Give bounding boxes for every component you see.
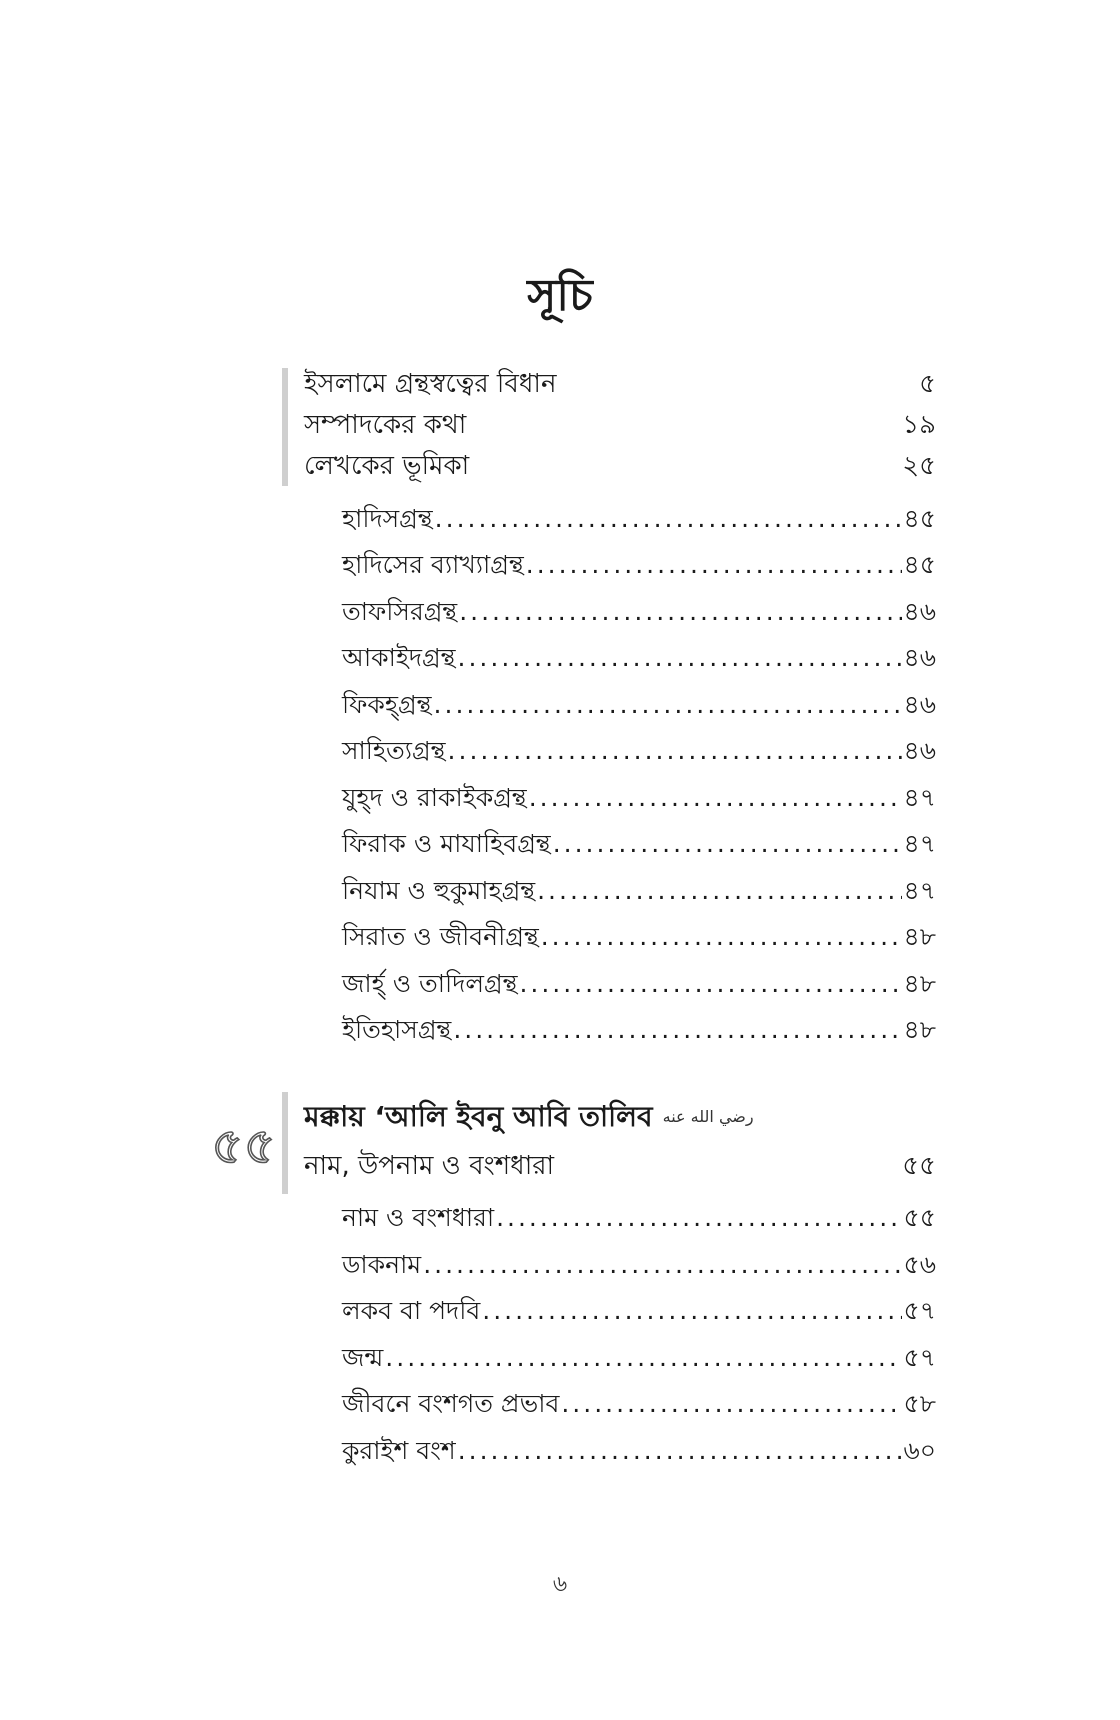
toc-sub-entry[interactable] [342, 1245, 936, 1285]
page-title: সূচি [527, 270, 593, 321]
toc-sub-entry[interactable] [342, 1010, 936, 1050]
entry-label: লেখকের ভূমিকা [304, 451, 470, 481]
toc-main-entry[interactable] [304, 364, 936, 404]
dot-leader [537, 871, 901, 911]
dot-leader [385, 1338, 901, 1378]
entry-label: ফিকহ্গ্রন্থ [342, 690, 432, 719]
entry-page: ৫৭ [903, 1343, 936, 1372]
entry-page: ৫৫ [903, 1203, 936, 1232]
toc-sub-entry[interactable] [342, 638, 936, 678]
entry-page: ৪৭ [903, 829, 936, 858]
entry-label: যুহ্দ ও রাকাইকগ্রন্থ [342, 783, 527, 812]
toc-sub-entry[interactable] [342, 1431, 936, 1471]
entry-page: ৪৬ [903, 597, 936, 626]
toc-sub-entry[interactable] [342, 592, 936, 632]
entry-page: ৪৮ [903, 922, 936, 951]
dot-leader [561, 1384, 901, 1424]
entry-page: ৪৫ [903, 550, 936, 579]
entry-label: ইসলামে গ্রন্থস্বত্বের বিধান [304, 369, 557, 399]
entry-page: ৪৮ [903, 969, 936, 998]
entry-page: ২৫ [902, 451, 936, 481]
entry-label: নাম, উপনাম ও বংশধারা [304, 1151, 555, 1181]
page-number: ৬ [552, 1572, 568, 1597]
dot-leader [553, 824, 902, 864]
entry-label: কুরাইশ বংশ [342, 1436, 456, 1465]
entry-label: ইতিহাসগ্রন্থ [342, 1015, 452, 1044]
entry-page: ৫৫ [902, 1151, 936, 1181]
chapter-number: ৫৫ [211, 1117, 276, 1175]
entry-page: ৪৭ [903, 783, 936, 812]
section-bar [282, 1092, 288, 1194]
toc-main-entry[interactable] [304, 1146, 936, 1186]
toc-sub-entry[interactable] [342, 545, 936, 585]
entry-label: নাম ও বংশধারা [342, 1203, 495, 1232]
entry-page: ৫৬ [903, 1250, 936, 1279]
entry-page: ৫ [919, 369, 936, 399]
entry-label: আকাইদগ্রন্থ [342, 643, 456, 672]
toc-sub-entry[interactable] [342, 731, 936, 771]
entry-label: সাহিত্যগ্রন্থ [342, 736, 446, 765]
entry-label: জীবনে বংশগত প্রভাব [342, 1389, 560, 1418]
dot-leader [519, 964, 901, 1004]
dot-leader [458, 1431, 902, 1471]
dot-leader [458, 638, 902, 678]
toc-sub-entry[interactable] [342, 1291, 936, 1331]
dot-leader [526, 545, 902, 585]
dot-leader [541, 917, 902, 957]
chapter-title[interactable] [304, 1095, 936, 1139]
dot-leader [435, 499, 902, 539]
dot-leader [459, 592, 901, 632]
toc-sub-entry[interactable] [342, 499, 936, 539]
entry-label: জন্ম [342, 1343, 384, 1372]
entry-page: ৪৬ [903, 690, 936, 719]
toc-sub-entry[interactable] [342, 778, 936, 818]
entry-page: ৬০ [903, 1436, 936, 1465]
entry-label: সিরাত ও জীবনীগ্রন্থ [342, 922, 539, 951]
entry-page: ৪৬ [903, 736, 936, 765]
toc-sub-entry[interactable] [342, 871, 936, 911]
entry-page: ৫৭ [903, 1296, 936, 1325]
entry-label: সম্পাদকের কথা [304, 410, 467, 440]
entry-page: ১৯ [902, 410, 936, 440]
dot-leader [423, 1245, 901, 1285]
toc-sub-entry[interactable] [342, 685, 936, 725]
dot-leader [529, 778, 902, 818]
entry-page: ৪৮ [903, 1015, 936, 1044]
entry-label: হাদিসের ব্যাখ্যাগ্রন্থ [342, 550, 524, 579]
toc-sub-entry[interactable] [342, 1384, 936, 1424]
entry-label: তাফসিরগ্রন্থ [342, 597, 458, 626]
toc-sub-entry[interactable] [342, 917, 936, 957]
entry-label: হাদিসগ্রন্থ [342, 504, 433, 533]
honorific-glyph: رضي الله عنه [662, 1107, 754, 1126]
toc-sub-entry[interactable] [342, 964, 936, 1004]
dot-leader [482, 1291, 901, 1331]
dot-leader [453, 1010, 901, 1050]
toc-main-entry[interactable] [304, 446, 936, 486]
entry-page: ৪৬ [903, 643, 936, 672]
entry-label: জার্হ্ ও তাদিলগ্রন্থ [342, 969, 518, 998]
dot-leader [434, 685, 902, 725]
toc-main-entry[interactable] [304, 405, 936, 445]
entry-page: ৪৭ [903, 876, 936, 905]
entry-label: নিযাম ও হুকুমাহগ্রন্থ [342, 876, 536, 905]
entry-label: লকব বা পদবি [342, 1296, 481, 1325]
entry-label: ডাকনাম [342, 1250, 422, 1279]
section-bar [282, 368, 288, 486]
entry-page: ৫৮ [903, 1389, 936, 1418]
toc-sub-entry[interactable] [342, 1338, 936, 1378]
entry-label: ফিরাক ও মাযাহিবগ্রন্থ [342, 829, 551, 858]
toc-sub-entry[interactable] [342, 824, 936, 864]
chapter-title-text: মক্কায় ‘আলি ইবনু আবি তালিব [304, 1100, 653, 1133]
entry-page: ৪৫ [903, 504, 936, 533]
dot-leader [496, 1198, 901, 1238]
toc-sub-entry[interactable] [342, 1198, 936, 1238]
dot-leader [448, 731, 902, 771]
